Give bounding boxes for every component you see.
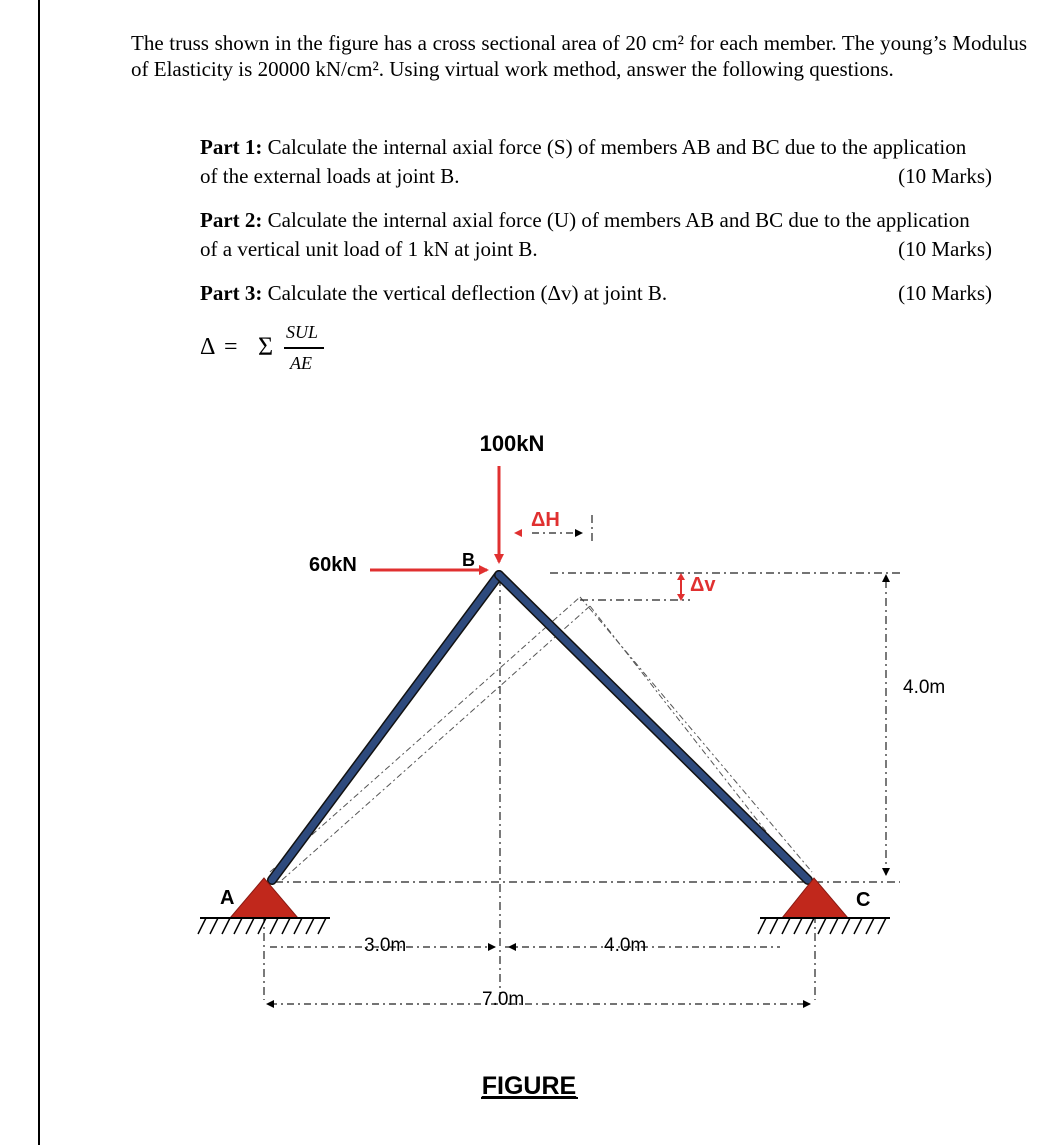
joint-a-label: A xyxy=(220,887,235,909)
delta-h-label: ΔH xyxy=(531,509,560,531)
formula-numerator: SUL xyxy=(286,322,319,342)
support-a xyxy=(198,878,330,934)
problem-intro: The truss shown in the figure has a cross sectional area of 20 cm² for each member. The young’s Modulus of Elasticity is 20000 kN/cm². Using virtual work method, answer the following questions. xyxy=(131,31,1027,81)
part-3-label: Part 3: xyxy=(200,281,263,305)
load-100kn-label: 100kN xyxy=(479,431,545,456)
part-3-marks: (10 Marks) xyxy=(898,281,992,305)
member-ab xyxy=(272,575,499,880)
part-3-text: Calculate the vertical deflection (Δv) at joint B. xyxy=(267,281,668,305)
formula-denominator: AE xyxy=(290,353,312,373)
formula-equals: = xyxy=(224,334,238,360)
part-2-marks: (10 Marks) xyxy=(898,237,992,261)
joint-c-label: C xyxy=(856,889,871,911)
figure-caption: FIGURE xyxy=(481,1072,577,1100)
dim-right-arrow-left xyxy=(508,943,516,951)
part-2-label: Part 2: xyxy=(200,208,263,232)
part-1-text-line1: Calculate the internal axial force (S) of members AB and BC due to the application xyxy=(267,135,967,159)
deformed-shape xyxy=(270,597,812,880)
formula-sigma: Σ xyxy=(258,332,274,361)
member-bc xyxy=(499,575,808,880)
dim-height-label: 4.0m xyxy=(903,677,946,698)
delta-v-label: Δv xyxy=(690,574,716,596)
dim-total-arrow-left xyxy=(266,1000,274,1008)
formula-delta: Δ xyxy=(200,334,216,360)
dim-left-label: 3.0m xyxy=(364,935,407,956)
dim-height-arrow-bottom xyxy=(882,868,890,876)
delta-h-arrow-left xyxy=(514,529,522,537)
dim-right-label: 4.0m xyxy=(604,935,647,956)
part-2-text-line1: Calculate the internal axial force (U) of members AB and BC due to the application xyxy=(267,208,970,232)
dim-total-label: 7.0m xyxy=(482,989,525,1010)
joint-b-label: B xyxy=(462,550,475,570)
part-2-text-line2: of a vertical unit load of 1 kN at joint B. xyxy=(200,237,538,261)
part-1-text-line2: of the external loads at joint B. xyxy=(200,164,460,188)
part-1-marks: (10 Marks) xyxy=(898,164,992,188)
part-1-label: Part 1: xyxy=(200,135,263,159)
dim-height-arrow-top xyxy=(882,574,890,582)
load-60kn-label: 60kN xyxy=(309,554,357,576)
